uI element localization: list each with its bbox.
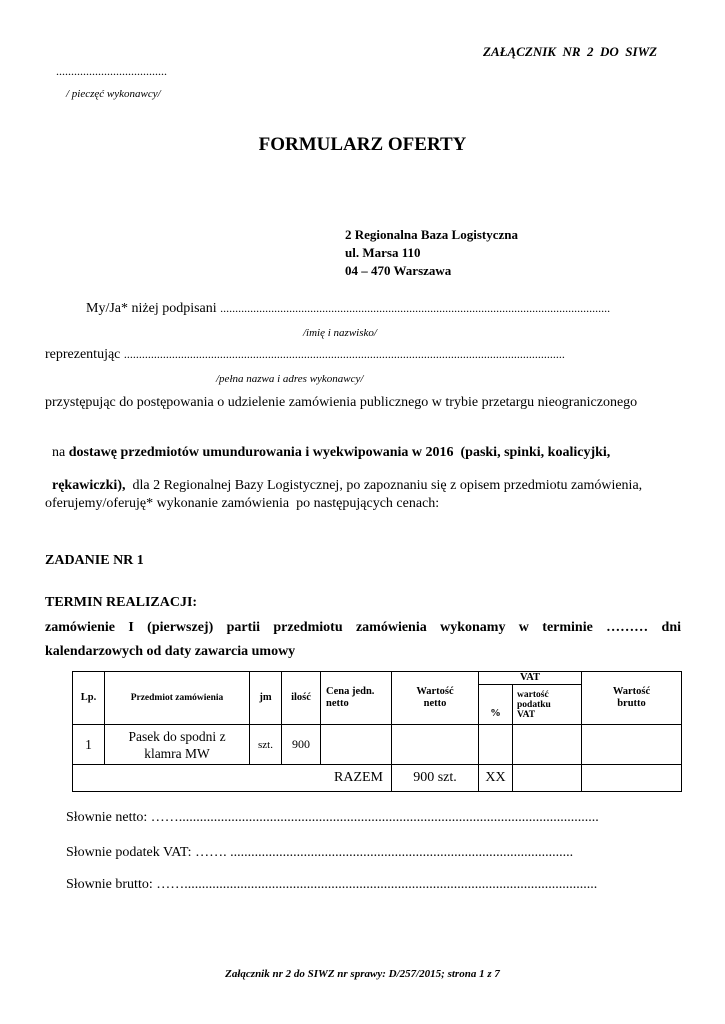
signed-hint: /imię i nazwisko/ [303, 327, 377, 339]
intro-line-1: przystępując do postępowania o udzielenie zamówienia publicznego w trybie przetargu nieograniczonego [45, 395, 638, 410]
task-heading: ZADANIE NR 1 [45, 553, 144, 568]
intro-line-3-bold: rękawiczki), [52, 478, 126, 493]
row-vat-pct[interactable] [479, 725, 513, 765]
total-gross-value[interactable] [582, 765, 682, 792]
recipient-line-2: ul. Marsa 110 [345, 245, 421, 260]
words-gross[interactable]: Słownie brutto: ……...................................................................................................................... [66, 877, 598, 892]
col-vat-pct: % [479, 685, 513, 725]
col-item: Przedmiot zamówienia [105, 672, 250, 725]
intro-line-2-prefix: na [52, 445, 69, 460]
repr-dots[interactable]: ................................................................................................................................................... [123, 347, 565, 361]
row-gross-value[interactable] [582, 725, 682, 765]
recipient-line-3: 04 – 470 Warszawa [345, 263, 452, 278]
col-gross-value: Wartość brutto [582, 672, 682, 725]
row-qty: 900 [282, 725, 321, 765]
repr-prefix: reprezentując [45, 347, 121, 362]
signed-prefix: My/Ja* niżej podpisani [86, 301, 217, 316]
words-net[interactable]: Słownie netto: ……........................................................................................................................ [66, 810, 599, 825]
intro-line-2-bold: dostawę przedmiotów umundurowania i wyekwipowania w 2016 (paski, spinki, koalicyjki, [68, 445, 611, 460]
term-line-1: zamówienie I (pierwszej) partii przedmiotu zamówienia wykonamy w terminie ……… dni [45, 620, 681, 635]
row-net-value[interactable] [392, 725, 479, 765]
row-unit-price[interactable] [321, 725, 392, 765]
total-vat-amount[interactable] [513, 765, 582, 792]
term-line-2: kalendarzowych od daty zawarcia umowy [45, 644, 296, 659]
offer-table [72, 671, 682, 792]
total-net-value: 900 szt. [392, 765, 479, 792]
intro-line-4: oferujemy/oferuję* wykonanie zamówienia po następujących cenach: [45, 496, 440, 511]
signed-line [86, 301, 646, 317]
col-net-value: Wartość netto [392, 672, 479, 725]
col-vat-amount: wartość podatku VAT [513, 685, 582, 725]
col-unit-price: Cena jedn. netto [321, 672, 392, 725]
page-title: FORMULARZ OFERTY [258, 134, 467, 155]
recipient-line-1: 2 Regionalna Baza Logistyczna [345, 227, 518, 242]
table-row [73, 725, 682, 765]
row-vat-amount[interactable] [513, 725, 582, 765]
row-unit: szt. [250, 725, 282, 765]
col-lp: Lp. [73, 672, 105, 725]
intro-line-2 [45, 429, 610, 461]
row-lp: 1 [73, 725, 105, 765]
col-vat: VAT [479, 672, 582, 685]
intro-line-3 [45, 462, 642, 494]
recipient-block [345, 226, 518, 280]
row-item: Pasek do spodni z klamra MW [105, 725, 250, 765]
total-row [73, 765, 682, 792]
total-label: RAZEM [73, 765, 392, 792]
stamp-label: / pieczęć wykonawcy/ [66, 88, 161, 100]
repr-hint: /pełna nazwa i adres wykonawcy/ [216, 373, 364, 385]
total-vat-pct: XX [479, 765, 513, 792]
term-heading: TERMIN REALIZACJI: [45, 595, 198, 610]
repr-line [45, 347, 645, 363]
intro-line-3-rest: dla 2 Regionalnej Bazy Logistycznej, po zapoznaniu się z opisem przedmiotu zamówienia, [125, 478, 643, 493]
words-vat[interactable]: Słownie podatek VAT: ……. .................................................................................................. [66, 845, 574, 860]
col-qty: ilość [282, 672, 321, 725]
attachment-title: ZAŁĄCZNIK NR 2 DO SIWZ [483, 44, 658, 59]
page-footer: Załącznik nr 2 do SIWZ nr sprawy: D/257/2015; strona 1 z 7 [225, 968, 500, 980]
col-unit: jm [250, 672, 282, 725]
signed-dots[interactable]: .................................................................................................................................. [220, 301, 611, 315]
stamp-dots: ..................................... [56, 64, 167, 78]
